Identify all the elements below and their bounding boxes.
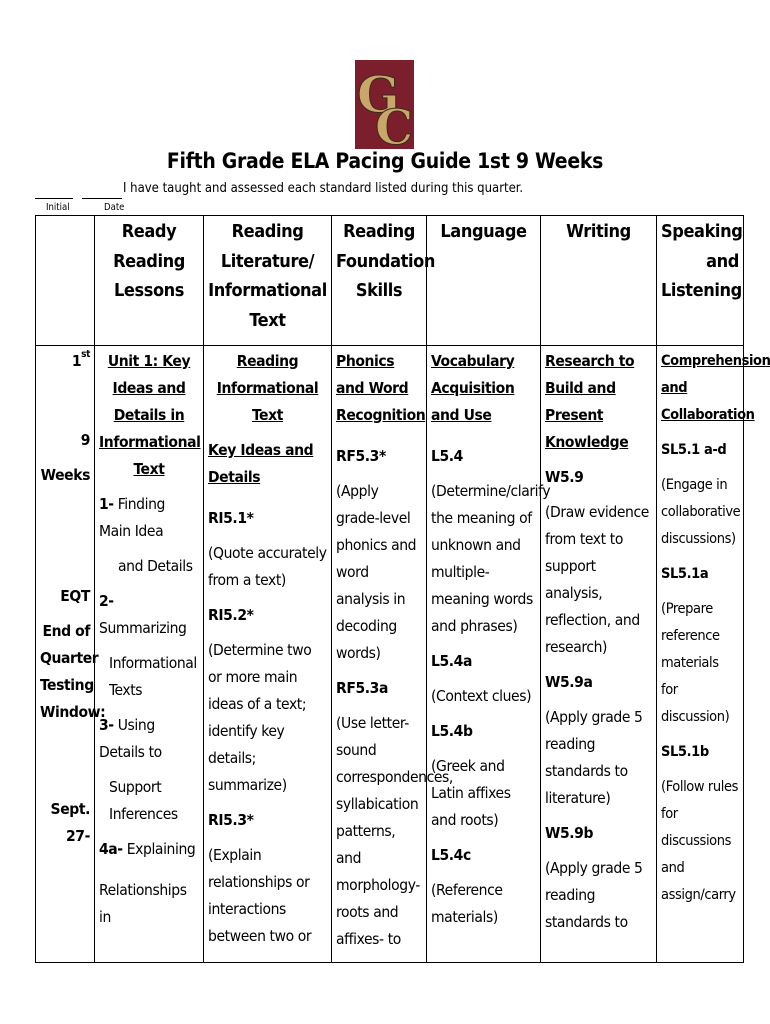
standard-sl5-1b: SL5.1b: [661, 744, 709, 760]
header-writing: Writing: [541, 216, 657, 346]
quarter-suffix: st: [81, 349, 90, 360]
standard-sl5-1: SL5.1 a-d: [661, 442, 727, 458]
standard-rf5-3a-desc: (Use letter-sound correspondences, syllabication patterns, and morphology- roots and affixes- to: [336, 714, 453, 948]
header-foundation: Reading Foundation Skills: [332, 216, 427, 346]
writing-heading: Research to Build and Present Knowledge: [545, 352, 635, 451]
school-logo: [355, 60, 414, 156]
standard-l5-4a-desc: (Context clues): [431, 687, 532, 705]
sept-label: Sept. 27-: [50, 800, 90, 845]
writing-cell: [541, 346, 657, 963]
page-title: Fifth Grade ELA Pacing Guide 1st 9 Weeks: [166, 149, 604, 173]
standard-l5-4-desc: (Determine/clarify the meaning of unknown and multiple-meaning words and phrases): [431, 482, 551, 635]
nine-label: 9: [80, 431, 90, 449]
standard-w5-9a: W5.9a: [545, 673, 593, 691]
lesson-1: 1- Finding Main Idea: [99, 495, 165, 540]
certification-statement: I have taught and assessed each standard listed during this quarter.: [123, 181, 524, 196]
literature-cell: [204, 346, 332, 963]
foundation-heading: Phonics and Word Recognition: [336, 352, 426, 424]
svg-text:G: G: [357, 65, 400, 124]
quarter-number: 1: [71, 352, 82, 370]
header-language: Language: [427, 216, 541, 346]
weeks-label: Weeks: [40, 466, 90, 484]
standard-ri5-1: RI5.1*: [208, 509, 254, 527]
standard-w5-9a-desc: (Apply grade 5 reading standards to literature): [545, 708, 643, 807]
lesson-3: 3- Using Details to: [99, 716, 162, 761]
speaking-heading: Comprehension and Collaboration: [661, 353, 770, 423]
standard-l5-4a: L5.4a: [431, 652, 472, 670]
timeline-cell: [36, 346, 106, 963]
date-blank[interactable]: [82, 198, 122, 199]
language-heading: Vocabulary Acquisition and Use: [431, 352, 515, 424]
standard-w5-9b-desc: (Apply grade 5 reading standards to: [545, 859, 643, 931]
header-blank: [36, 216, 95, 346]
header-speaking: Speaking and Listening: [657, 216, 744, 346]
initial-label: Initial: [46, 202, 70, 213]
literature-subheading: Key Ideas and Details: [208, 441, 314, 486]
standard-ri5-3: RI5.3*: [208, 811, 254, 829]
speaking-cell: [657, 346, 770, 963]
standard-rf5-3a: RF5.3a: [336, 679, 388, 697]
standard-w5-9-desc: (Draw evidence from text to support analysis, reflection, and research): [545, 503, 649, 656]
unit-title: Unit 1: Key Ideas and Details in Informational Text: [99, 352, 201, 478]
standard-l5-4b: L5.4b: [431, 722, 473, 740]
standard-l5-4c: L5.4c: [431, 846, 471, 864]
header-literature: Reading Literature/ Informational Text: [204, 216, 332, 346]
standard-sl5-1a: SL5.1a: [661, 566, 709, 582]
testing-window-label: End of Quarter Testing Window:: [40, 622, 106, 721]
standard-w5-9b: W5.9b: [545, 824, 594, 842]
standard-ri5-1-desc: (Quote accurately from a text): [208, 544, 327, 589]
header-lessons: Ready Reading Lessons: [95, 216, 204, 346]
initial-blank[interactable]: [35, 198, 73, 199]
standard-ri5-3-desc: (Explain relationships or interactions between two or: [208, 846, 312, 945]
standard-rf5-3: RF5.3*: [336, 447, 386, 465]
header-row: [36, 216, 744, 346]
standard-ri5-2-desc: (Determine two or more main ideas of a text; identify key details; summarize): [208, 641, 312, 794]
lesson-4: 4a- Explaining: [99, 840, 196, 858]
week-row: [36, 346, 744, 963]
standard-l5-4b-desc: (Greek and Latin affixes and roots): [431, 757, 511, 829]
lesson-2-cont: Informational Texts: [109, 654, 197, 699]
standard-l5-4: L5.4: [431, 447, 463, 465]
standard-rf5-3-desc: (Apply grade-level phonics and word analysis in decoding words): [336, 482, 417, 662]
standard-w5-9: W5.9: [545, 468, 584, 486]
standard-sl5-1a-desc: (Prepare reference materials for discussion): [661, 601, 730, 725]
eqt-label: EQT: [60, 587, 90, 605]
language-cell: [427, 346, 551, 963]
standard-ri5-2: RI5.2*: [208, 606, 254, 624]
standard-sl5-1-desc: (Engage in collaborative discussions): [661, 477, 741, 547]
pacing-table: [35, 215, 770, 963]
lesson-2: 2- Summarizing: [99, 592, 187, 637]
literature-heading: Reading Informational Text: [216, 352, 319, 424]
standard-sl5-1b-desc: (Follow rules for discussions and assign/carry: [661, 779, 738, 903]
lesson-4-cont: Relationships in: [99, 881, 187, 926]
date-label: Date: [104, 202, 125, 213]
lesson-1-cont: and Details: [118, 557, 193, 575]
svg-text:C: C: [375, 100, 414, 156]
lesson-3-cont: Support Inferences: [109, 778, 178, 823]
lessons-cell: [95, 346, 204, 963]
standard-l5-4c-desc: (Reference materials): [431, 881, 503, 926]
